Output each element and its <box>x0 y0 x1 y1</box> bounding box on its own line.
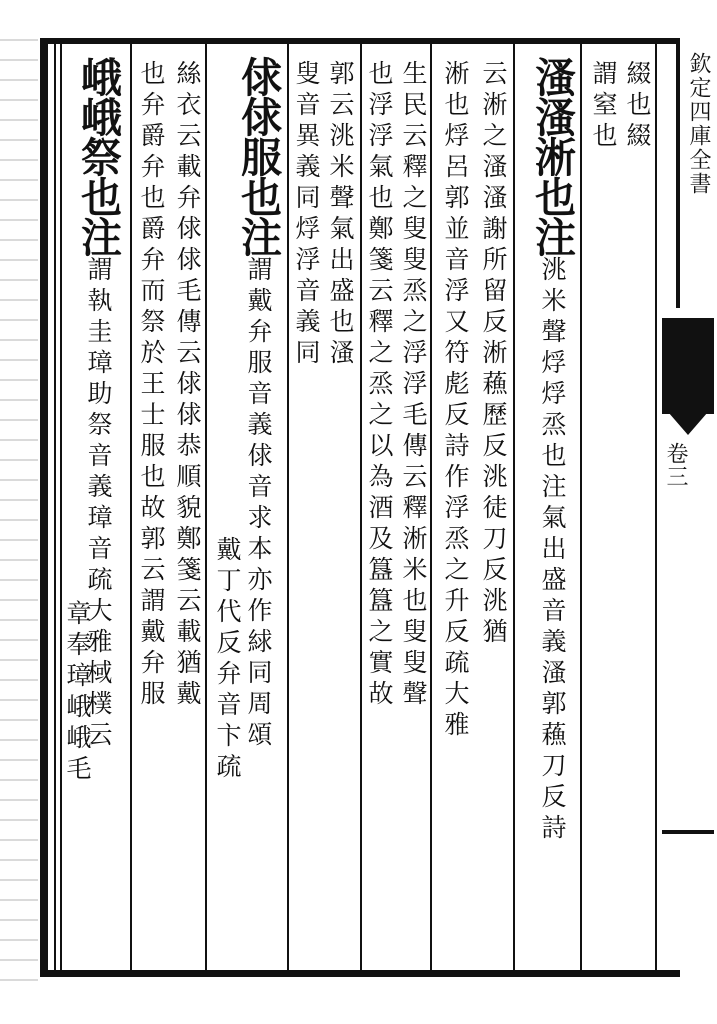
text-column-8a: 絲衣云載弁俅俅毛傳云俅俅恭順貌鄭箋云載猶戴 <box>173 60 202 711</box>
book-title-margin: 欽定四庫全書 <box>686 52 711 196</box>
text-column-3a: 云淅之溞溞謝所留反淅蘓歷反洮徒刀反洮猶 <box>479 60 508 649</box>
commentary-text: 謂執圭璋助祭音義璋音疏大雅棫樸云 <box>84 256 113 752</box>
frame-left-inner-border <box>54 44 56 970</box>
column-divider <box>360 44 362 970</box>
column-divider <box>130 44 132 970</box>
text-column-8b: 也弁爵弁也爵弁而祭於王士服也故郭云謂戴弁服 <box>137 60 166 711</box>
volume-label: 卷三 <box>663 442 688 488</box>
text-column-3b: 淅也烰呂郭並音浮又符彪反詩作浮烝之升反疏大雅 <box>441 60 470 742</box>
column-divider <box>430 44 432 970</box>
text-column-4b: 也浮浮氣也鄭箋云釋之烝之以為酒及簋簋之實故 <box>365 60 394 711</box>
text-column-7: 戴丁代反弁音卞疏 <box>213 536 242 784</box>
margin-bottom-rule <box>662 830 714 834</box>
main-text: 峨峨祭也注 <box>74 56 122 256</box>
text-column-5b: 叟音異義同烰浮音義同 <box>292 60 321 370</box>
fishtail-notch <box>662 405 714 435</box>
binding-margin <box>0 30 38 990</box>
frame-bottom-border <box>40 970 680 977</box>
main-text: 俅俅服也注 <box>234 56 282 256</box>
text-column-1b: 謂窒也 <box>589 60 618 153</box>
text-column-1a: 綴也綴 <box>623 60 652 153</box>
text-column-2 <box>527 56 577 845</box>
column-divider <box>287 44 289 970</box>
frame-right-border <box>676 38 680 308</box>
column-divider <box>60 44 62 970</box>
text-column-5a: 郭云洮米聲氣出盛也溞 <box>326 60 355 370</box>
column-divider <box>655 44 657 970</box>
column-divider <box>205 44 207 970</box>
column-divider <box>580 44 582 970</box>
fishtail-block <box>662 318 714 414</box>
column-divider <box>513 44 515 970</box>
main-text: 溞溞淅也注 <box>528 56 576 256</box>
commentary-text: 洮米聲烰烰烝也注氣出盛音義溞郭蘓刀反詩 <box>538 256 567 845</box>
text-column-10: 章奉璋峨峨毛 <box>63 600 92 786</box>
frame-left-border <box>40 38 48 977</box>
text-column-4a: 生民云釋之叟叟烝之浮浮毛傳云釋淅米也叟叟聲 <box>399 60 428 711</box>
commentary-text: 謂戴弁服音義俅音求本亦作絿同周頌 <box>244 256 273 752</box>
